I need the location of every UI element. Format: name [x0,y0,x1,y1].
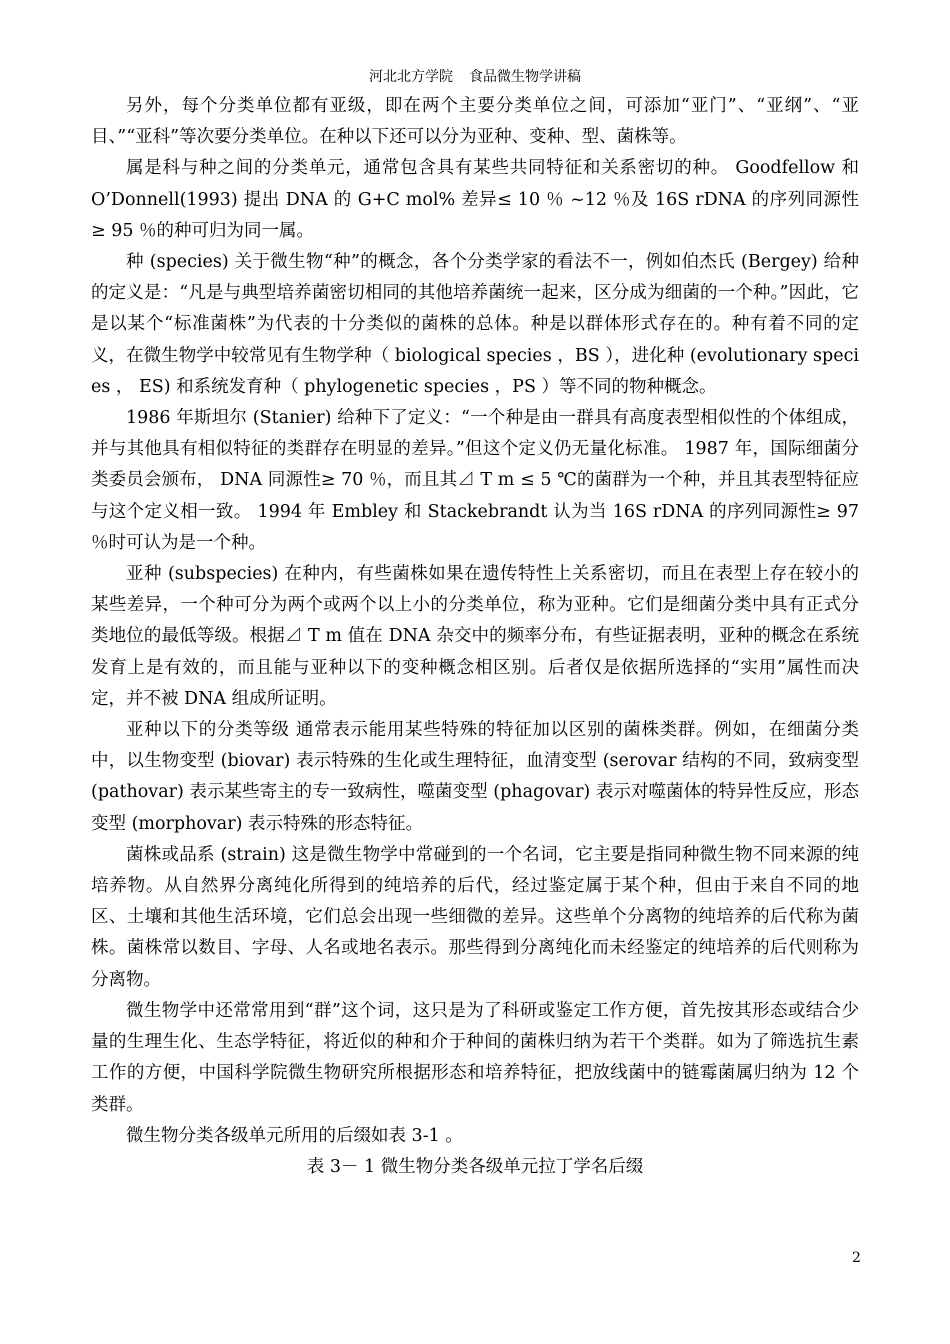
page-header [0,68,950,86]
paragraph-species: 种 (species) 关于微生物“种”的概念，各个分类学家的看法不一，例如伯杰氏 (Bergey) 给种的定义是：“凡是与典型培养菌密切相同的其他培养菌统一起来，区分成为细菌的一个种。”因此，它是以某个“标准菌株”为代表的十分类似的菌株的总体。种是以群体形式存在的。种有着不同的定义，在微生物学中较常见有生物学种（ biological species ，BS ），进化种 (evolutionary species ， ES) 和系统发育种（ phylogenetic species ，PS ）等不同的物种概念。 [91,252,859,397]
header-institution: 河北北方学院 [369,69,453,85]
paragraph-strain: 菌株或品系 (strain) 这是微生物学中常碰到的一个名词，它主要是指同种微生物不同来源的纯培养物。从自然界分离纯化所得到的纯培养的后代，经过鉴定属于某个种，但由于来自不同的地区、土壤和其他生活环境，它们总会出现一些细微的差异。这些单个分离物的纯培养的后代称为菌株。菌株常以数目、字母、人名或地名表示。那些得到分离纯化而未经鉴定的纯培养的后代则称为分离物。 [91,844,859,990]
page-number: 2 [852,1250,861,1266]
document-body [91,91,859,1183]
table-caption: 表 3－ 1 微生物分类各级单元拉丁学名后缀 [306,1156,644,1177]
paragraph-genus: 属是科与种之间的分类单元，通常包含具有某些共同特征和关系密切的种。 Goodfellow 和 O’Donnell(1993) 提出 DNA 的 G+C mol% 差异≤ 10 ％ ~12 ％及 16S rDNA 的序列同源性≥ 95 ％的种可归为同一属。 [91,158,859,241]
paragraph-suffix-intro: 微生物分类各级单元所用的后缀如表 3-1 。 [126,1125,463,1146]
paragraph-species-definition: 1986 年斯坦尔 (Stanier) 给种下了定义：“一个种是由一群具有高度表型相似性的个体组成，并与其他具有相似特征的类群存在明显的差异。”但这个定义仍无量化标准。 1987 年，国际细菌分类委员会颁布， DNA 同源性≥ 70 ％，而且其⊿ T m ≤ 5 ℃的菌群为一个种，并且其表型特征应与这个定义相一致。 1994 年 Embley 和 Stackebrandt 认为当 16S rDNA 的序列同源性≥ 97 ％时可认为是一个种。 [91,408,859,553]
header-course-title: 食品微生物学讲稿 [469,69,581,85]
paragraph-infrasubspecific: 亚种以下的分类等级 通常表示能用某些特殊的特征加以区别的菌株类群。例如，在细菌分类中，以生物变型 (biovar) 表示特殊的生化或生理特征，血清变型 (serovar 结构的不同，致病变型 (pathovar) 表示某些寄主的专一致病性，噬菌变型 (phagovar) 表示对噬菌体的特异性反应，形态变型 (morphovar) 表示特殊的形态特征。 [91,720,859,834]
paragraph-subspecies: 亚种 (subspecies) 在种内，有些菌株如果在遗传特性上关系密切，而且在表型上存在较小的某些差异，一个种可分为两个或两个以上小的分类单位，称为亚种。它们是细菌分类中具有正式分类地位的最低等级。根据⊿ T m 值在 DNA 杂交中的频率分布，有些证据表明，亚种的概念在系统发育上是有效的，而且能与亚种以下的变种概念相区别。后者仅是依据所选择的“实用”属性而决定，并不被 DNA 组成所证明。 [91,564,859,709]
paragraph-subranks: 另外，每个分类单位都有亚级，即在两个主要分类单位之间，可添加“亚门”、“亚纲”、“亚目、”“亚科”等次要分类单位。在种以下还可以分为亚种、变种、型、菌株等。 [91,96,859,148]
paragraph-group: 微生物学中还常常用到“群”这个词，这只是为了科研或鉴定工作方便，首先按其形态或结合少量的生理生化、生态学特征，将近似的种和介于种间的菌株归纳为若干个类群。如为了筛选抗生素工作的方便，中国科学院微生物研究所根据形态和培养特征，把放线菌中的链霉菌属归纳为 12 个类群。 [91,1000,859,1115]
